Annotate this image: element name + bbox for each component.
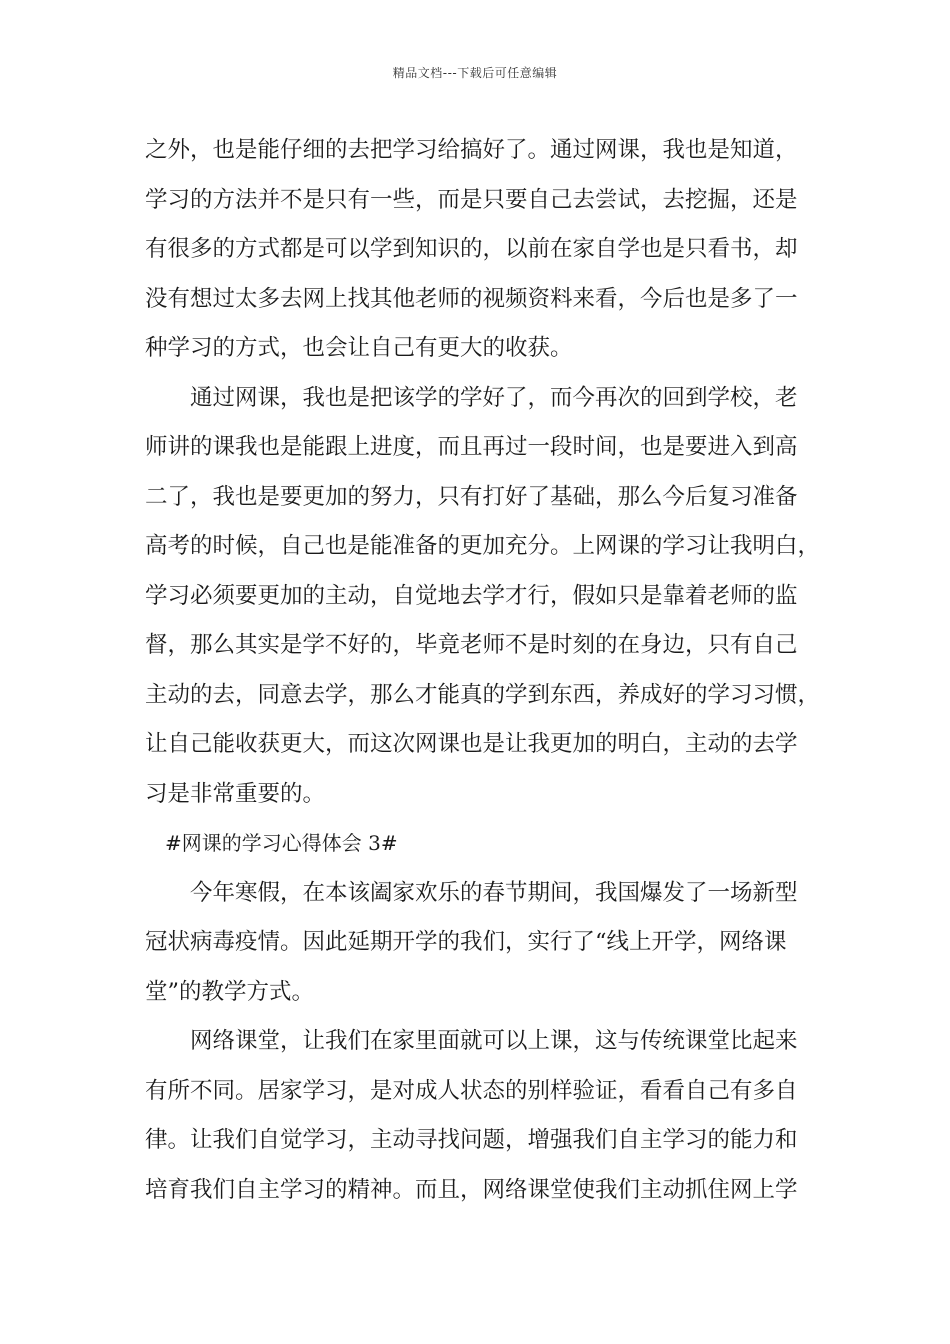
text-line: 今年寒假，在本该阖家欢乐的春节期间，我国爆发了一场新型	[190, 879, 798, 906]
text-line: 律。让我们自觉学习，主动寻找问题，增强我们自主学习的能力和	[145, 1127, 798, 1153]
paragraph-3	[145, 869, 825, 1018]
text-line: 二了，我也是要更加的努力，只有打好了基础，那么今后复习准备	[145, 483, 798, 510]
text-line: 通过网课，我也是把该学的学好了，而今再次的回到学校，老	[190, 384, 798, 411]
text-line: 种学习的方式，也会让自己有更大的收获。	[145, 335, 573, 361]
paragraph-1	[145, 126, 825, 374]
text-line: 堂”的教学方式。	[145, 978, 315, 1005]
text-line: 有所不同。居家学习，是对成人状态的别样验证，看看自己有多自	[145, 1077, 798, 1104]
text-line: 高考的时候，自己也是能准备的更加充分。上网课的学习让我明白，	[145, 533, 821, 559]
text-line: 习是非常重要的。	[145, 780, 326, 807]
text-line: 学习的方法并不是只有一些，而是只要自己去尝试，去挖掘，还是	[145, 186, 798, 213]
paragraph-4	[145, 1017, 825, 1215]
text-line: 培育我们自主学习的精神。而且，网络课堂使我们主动抓住网上学	[145, 1176, 798, 1203]
text-line: 冠状病毒疫情。因此延期开学的我们，实行了“线上开学，网络课	[145, 929, 787, 955]
text-line: 师讲的课我也是能跟上进度，而且再过一段时间，也是要进入到高	[145, 434, 798, 460]
page-header: 精品文档---下载后可任意编辑	[392, 66, 558, 80]
text-line: 没有想过太多去网上找其他老师的视频资料来看，今后也是多了一	[145, 285, 798, 312]
text-line: 之外，也是能仔细的去把学习给搞好了。通过网课，我也是知道，	[145, 137, 798, 163]
text-line: 主动的去，同意去学，那么才能真的学到东西，养成好的学习习惯，	[145, 681, 821, 708]
document-body	[145, 126, 825, 1215]
section-heading: #网课的学习心得体会 3#	[165, 831, 398, 855]
text-line: 让自己能收获更大，而这次网课也是让我更加的明白，主动的去学	[145, 731, 798, 757]
paragraph-2	[145, 374, 825, 820]
text-line: 学习必须要更加的主动，自觉地去学才行，假如只是靠着老师的监	[145, 582, 798, 609]
text-line: 督，那么其实是学不好的，毕竟老师不是时刻的在身边，只有自己	[145, 632, 798, 658]
text-line: 有很多的方式都是可以学到知识的，以前在家自学也是只看书，却	[145, 236, 798, 262]
text-line: 网络课堂，让我们在家里面就可以上课，这与传统课堂比起来	[190, 1028, 798, 1054]
